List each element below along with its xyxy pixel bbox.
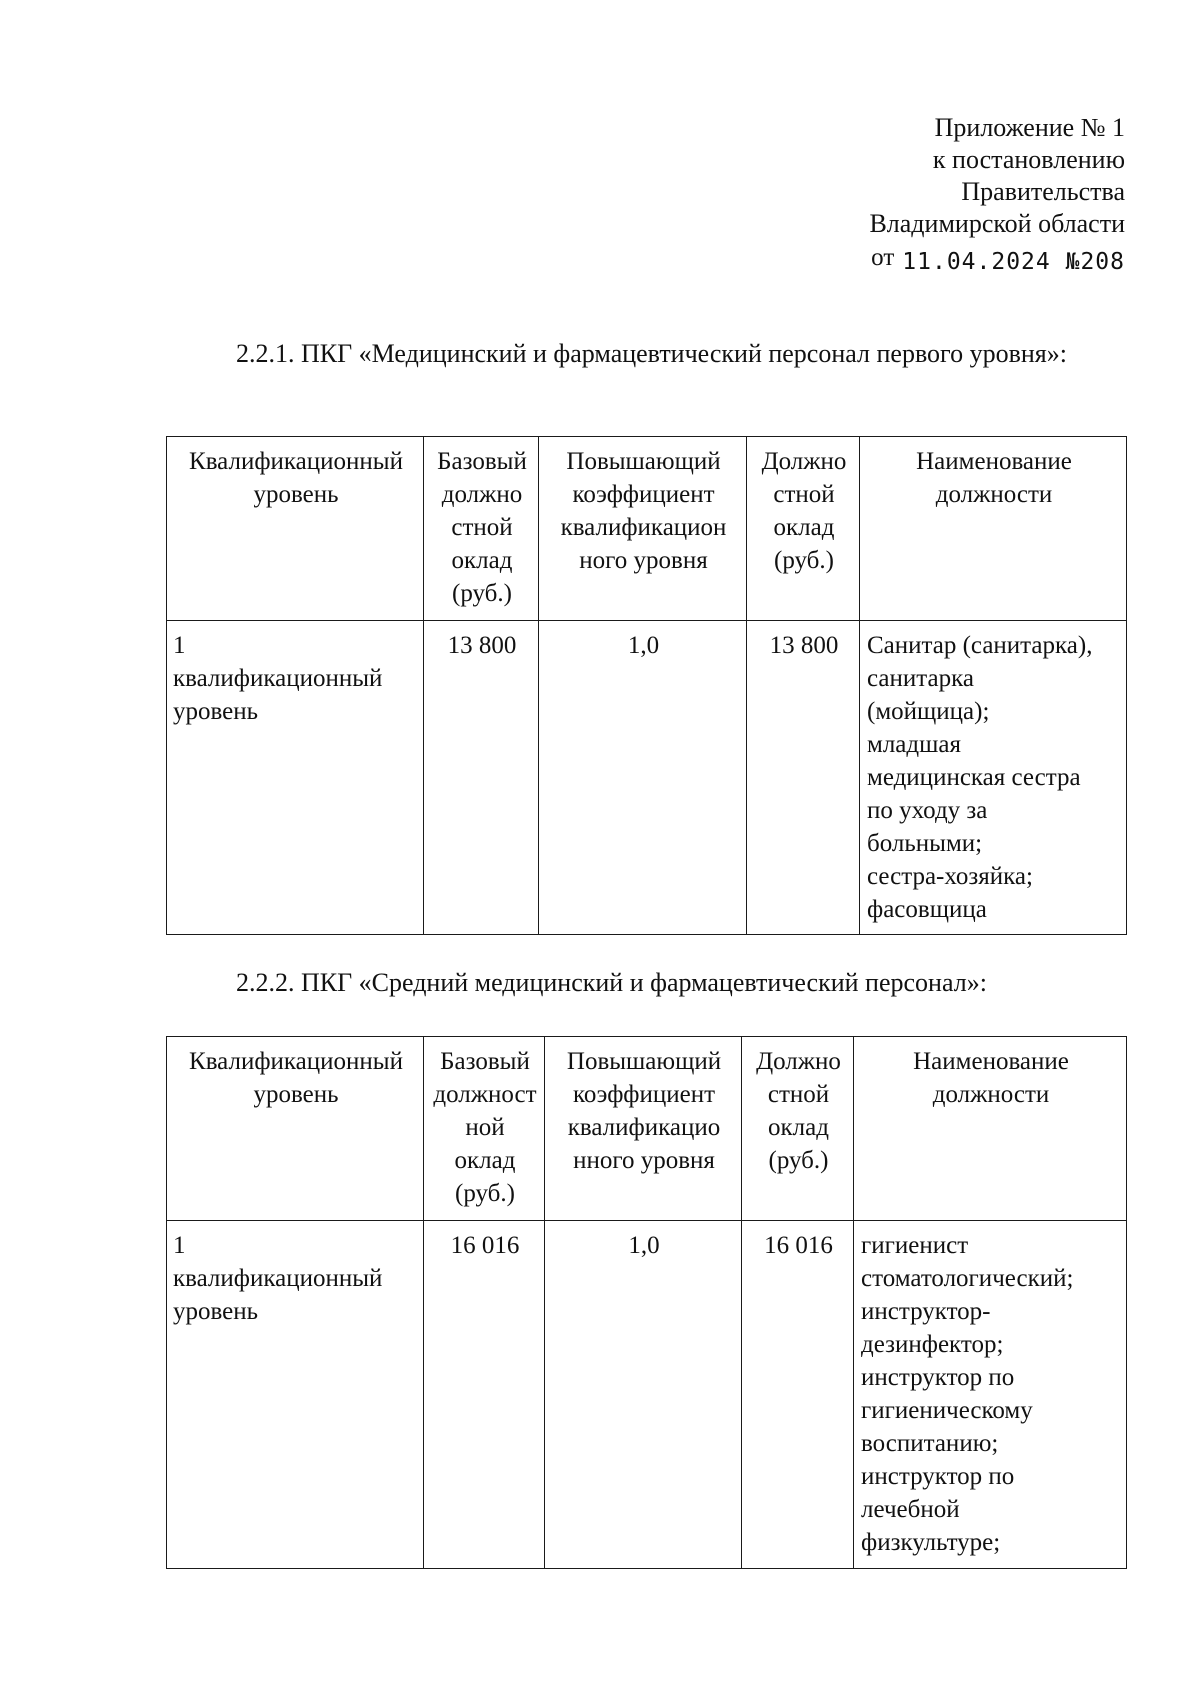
header-coefficient: Повышающий коэффициент квалификацио нного уровня xyxy=(545,1037,742,1221)
cell-positions: Санитар (санитарка), санитарка (мойщица); младшая медицинская сестра по уходу за больными; сестра-хозяйка; фасовщица xyxy=(860,621,1127,935)
header-level: Квалификационный уровень xyxy=(167,1037,424,1221)
salary-table-1 xyxy=(166,436,1127,935)
appendix-header xyxy=(869,112,1125,278)
header-base-salary: Базовый должност ной оклад (руб.) xyxy=(424,1037,545,1221)
salary-table-2 xyxy=(166,1036,1127,1569)
appendix-authority: Правительства xyxy=(961,177,1125,206)
date-prefix: от xyxy=(871,244,895,271)
cell-coefficient: 1,0 xyxy=(545,1221,742,1569)
cell-salary: 13 800 xyxy=(747,621,860,935)
cell-salary: 16 016 xyxy=(742,1221,854,1569)
table-row xyxy=(167,1221,1127,1569)
table-header-row xyxy=(167,437,1127,621)
header-base-salary: Базовый должно стной оклад (руб.) xyxy=(424,437,539,621)
cell-level: 1 квалификационный уровень xyxy=(167,1221,424,1569)
header-salary: Должно стной оклад (руб.) xyxy=(747,437,860,621)
appendix-title: Приложение № 1 xyxy=(934,113,1125,142)
header-level: Квалификационный уровень xyxy=(167,437,424,621)
section-heading-1: 2.2.1. ПКГ «Медицинский и фармацевтический персонал первого уровня»: xyxy=(236,339,1067,368)
cell-base-salary: 13 800 xyxy=(424,621,539,935)
cell-base-salary: 16 016 xyxy=(424,1221,545,1569)
cell-coefficient: 1,0 xyxy=(539,621,747,935)
appendix-region: Владимирской области xyxy=(869,209,1125,238)
header-coefficient: Повышающий коэффициент квалификацион ного уровня xyxy=(539,437,747,621)
table-row xyxy=(167,621,1127,935)
cell-level: 1 квалификационный уровень xyxy=(167,621,424,935)
header-position: Наименование должности xyxy=(854,1037,1127,1221)
table-header-row xyxy=(167,1037,1127,1221)
header-salary: Должно стной оклад (руб.) xyxy=(742,1037,854,1221)
header-position: Наименование должности xyxy=(860,437,1127,621)
appendix-reference: к постановлению xyxy=(932,145,1125,174)
decree-date-number: 11.04.2024 №208 xyxy=(902,249,1125,275)
appendix-date-line xyxy=(869,242,1125,278)
cell-positions: гигиенист стоматологический; инструктор- дезинфектор; инструктор по гигиеническому воспитанию; инструктор по лечебной физкультуре; xyxy=(854,1221,1127,1569)
section-heading-2: 2.2.2. ПКГ «Средний медицинский и фармацевтический персонал»: xyxy=(236,968,987,997)
